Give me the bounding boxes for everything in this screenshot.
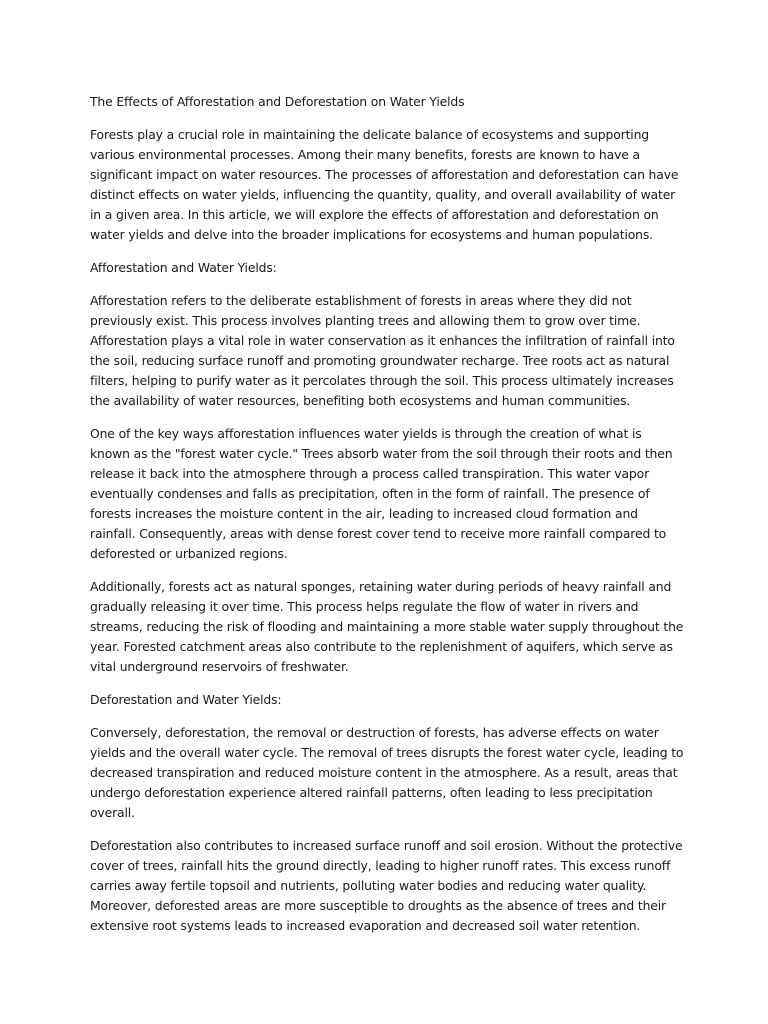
deforestation-paragraph-1: Conversely, deforestation, the removal or destruction of forests, has adverse effects on water yields and the overall water cycle. The removal of trees disrupts the forest water cycle, leading to decreased transpiration and reduced moisture content in the atmosphere. As a result, areas that undergo deforestation experience altered rainfall patterns, often leading to less precipitation overall. — [90, 725, 684, 820]
deforestation-heading: Deforestation and Water Yields: — [90, 692, 282, 707]
document-title: The Effects of Afforestation and Deforestation on Water Yields — [90, 94, 465, 109]
afforestation-paragraph-2: One of the key ways afforestation influences water yields is through the creation of what is known as the "forest water cycle." Trees absorb water from the soil through their roots and then release it back into the atmosphere through a process called transpiration. This water vapor eventually condenses and falls as precipitation, often in the form of rainfall. The presence of forests increases the moisture content in the air, leading to increased cloud formation and rainfall. Consequently, areas with dense forest cover tend to receive more rainfall compared to deforested or urbanized regions. — [90, 426, 673, 561]
afforestation-heading: Afforestation and Water Yields: — [90, 260, 277, 275]
document-body — [90, 92, 684, 949]
afforestation-paragraph-1: Afforestation refers to the deliberate establishment of forests in areas where they did not previously exist. This process involves planting trees and allowing them to grow over time. Afforestation plays a vital role in water conservation as it enhances the infiltration of rainfall into the soil, reducing surface runoff and promoting groundwater recharge. Tree roots act as natural filters, helping to purify water as it percolates through the soil. This process ultimately increases the availability of water resources, benefiting both ecosystems and human communities. — [90, 293, 675, 408]
intro-paragraph: Forests play a crucial role in maintaining the delicate balance of ecosystems and supporting various environmental processes. Among their many benefits, forests are known to have a significant impact on water resources. The processes of afforestation and deforestation can have distinct effects on water yields, influencing the quantity, quality, and overall availability of water in a given area. In this article, we will explore the effects of afforestation and deforestation on water yields and delve into the broader implications for ecosystems and human populations. — [90, 127, 679, 242]
afforestation-paragraph-3: Additionally, forests act as natural sponges, retaining water during periods of heavy rainfall and gradually releasing it over time. This process helps regulate the flow of water in rivers and streams, reducing the risk of flooding and maintaining a more stable water supply throughout the year. Forested catchment areas also contribute to the replenishment of aquifers, which serve as vital underground reservoirs of freshwater. — [90, 579, 684, 674]
deforestation-paragraph-2: Deforestation also contributes to increased surface runoff and soil erosion. Without the protective cover of trees, rainfall hits the ground directly, leading to higher runoff rates. This excess runoff carries away fertile topsoil and nutrients, polluting water bodies and reducing water quality. Moreover, deforested areas are more susceptible to droughts as the absence of trees and their extensive root systems leads to increased evaporation and decreased soil water retention. — [90, 838, 683, 933]
